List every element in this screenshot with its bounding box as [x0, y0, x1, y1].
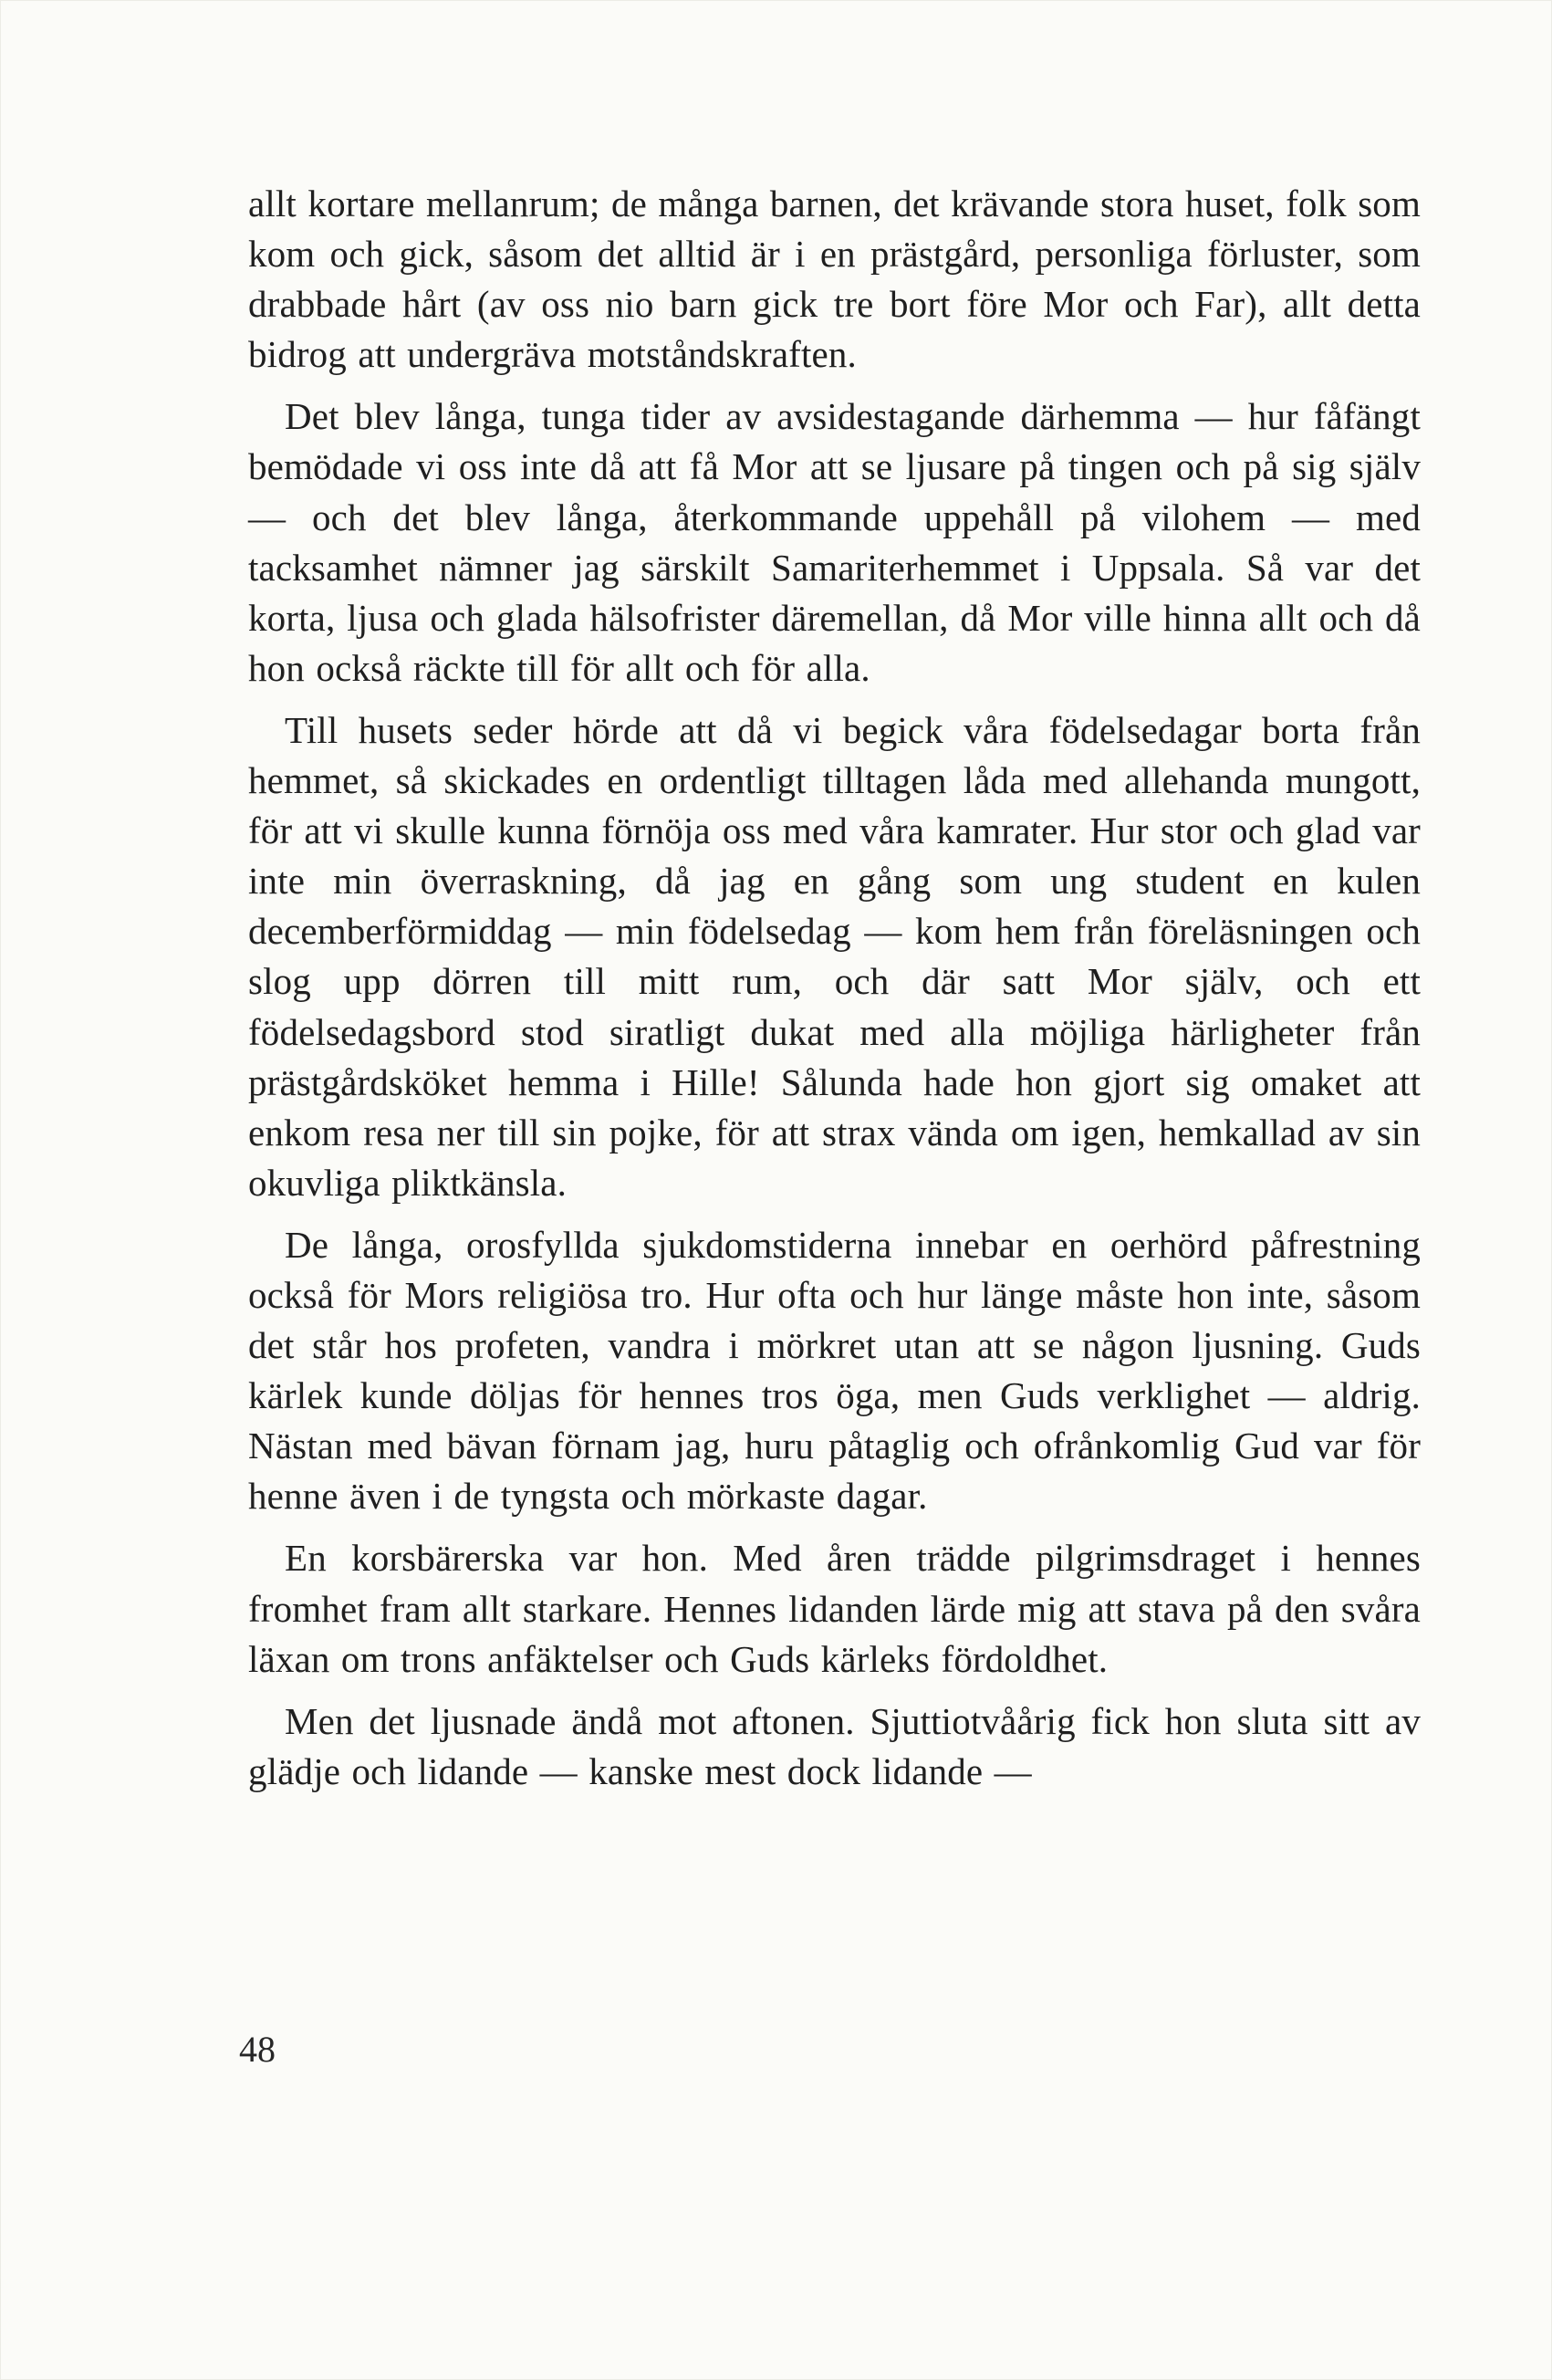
paragraph-2: Det blev långa, tunga tider av avsidestagande därhemma — hur fåfängt bemödade vi oss inte då att få Mor att se ljusare på tingen och på sig själv — och det blev långa, återkommande uppehåll på vilohem — med tacksamhet nämner jag särskilt Samariterhemmet i Uppsala. Så var det korta, ljusa och glada hälsofrister däremellan, då Mor ville hinna allt och då hon också räckte till för allt och för alla.: [248, 395, 1421, 689]
page-number: 48: [239, 2029, 276, 2070]
body-text: [248, 179, 1421, 1809]
paragraph-4: De långa, orosfyllda sjukdomstiderna innebar en oerhörd påfrestning också för Mors religiösa tro. Hur ofta och hur länge måste hon inte, såsom det står hos profeten, vandra i mörkret utan att se någon ljusning. Guds kärlek kunde döljas för hennes tros öga, men Guds verklighet — aldrig. Nästan med bävan förnam jag, huru påtaglig och ofrånkomlig Gud var för henne även i de tyngsta och mörkaste dagar.: [248, 1223, 1421, 1518]
paragraph-3: Till husets seder hörde att då vi begick våra födelsedagar borta från hemmet, så skickades en ordentligt tilltagen låda med allehanda mungott, för att vi skulle kunna förnöja oss med våra kamrater. Hur stor och glad var inte min överraskning, då jag en gång som ung student en kulen decemberförmiddag — min födelsedag — kom hem från föreläsningen och slog upp dörren till mitt rum, och där satt Mor själv, och ett födelsedagsbord stod siratligt dukat med alla möjliga härligheter från prästgårdsköket hemma i Hille! Sålunda hade hon gjort sig omaket att enkom resa ner till sin pojke, för att strax vända om igen, hemkallad av sin okuvliga pliktkänsla.: [248, 708, 1421, 1204]
paragraph-6: Men det ljusnade ändå mot aftonen. Sjuttiotvåårig fick hon sluta sitt av glädje och lidande — kanske mest dock lidande —: [248, 1699, 1421, 1792]
paragraph-1: allt kortare mellanrum; de många barnen, det krävande stora huset, folk som kom och gick, såsom det alltid är i en prästgård, personliga förluster, som drabbade hårt (av oss nio barn gick tre bort före Mor och Far), allt detta bidrog att undergräva motståndskraften.: [248, 183, 1421, 376]
paragraph-5: En korsbärerska var hon. Med åren trädde pilgrimsdraget i hennes fromhet fram allt starkare. Hennes lidanden lärde mig att stava på den svåra läxan om trons anfäktelser och Guds kärleks fördoldhet.: [248, 1537, 1421, 1680]
